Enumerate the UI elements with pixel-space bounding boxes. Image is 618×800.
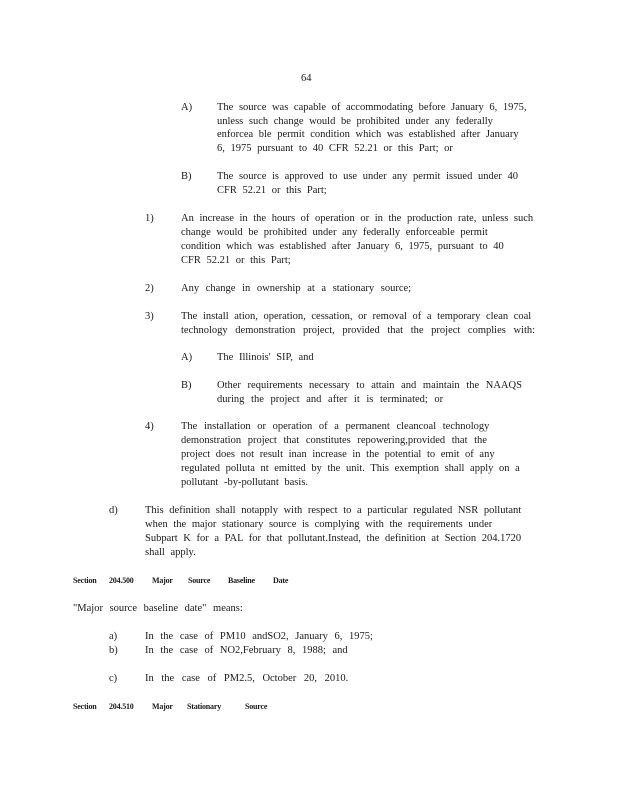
item-4-line-5: pollutant -by-pollutant basis. [181, 477, 309, 488]
definition-intro: "Major source baseline date" means: [73, 603, 243, 614]
item-4-line-4: regulated polluta nt emitted by the unit. This exemption shall apply on a [181, 463, 520, 474]
date-item-text: In the case of NO2,February 8, 1988; and [145, 645, 348, 656]
item-3B-line-2: during the project and after it is terminated; or [217, 394, 444, 405]
item-label-B: B) [181, 171, 192, 182]
item-A-line-2: unless such change would be prohibited under any federally [217, 116, 493, 127]
item-3-line-1: The install ation, operation, cessation, or removal of a temporary clean coal [181, 311, 532, 322]
item-label-3A: A) [181, 352, 193, 363]
item-label-1: 1) [145, 213, 154, 224]
item-3-line-2: technology demonstration project, provided that the project complies with: [181, 325, 536, 336]
item-label-3: 3) [145, 311, 154, 322]
section-title-word: Baseline [228, 576, 255, 585]
date-item-label: a) [109, 631, 118, 642]
date-item-text: In the case of PM2.5, October 20, 2010. [145, 673, 349, 684]
item-3A-line-1: The Illinois' SIP, and [217, 352, 314, 363]
item-1-line-4: CFR 52.21 or this Part; [181, 255, 291, 266]
section-title-word: Major [152, 702, 173, 711]
item-A-line-4: 6, 1975 pursuant to 40 CFR 52.21 or this Part; or [217, 143, 453, 154]
section-title-word: Source [245, 702, 268, 711]
item-2-line-1: Any change in ownership at a stationary source; [181, 283, 412, 294]
date-item-text: In the case of PM10 andSO2, January 6, 1975; [145, 631, 373, 642]
item-label-A: A) [181, 102, 193, 113]
section-label: Section [73, 702, 97, 711]
section-label: Section [73, 576, 97, 585]
item-A-line-1: The source was capable of accommodating before January 6, 1975, [217, 102, 527, 113]
item-1-line-2: change would be prohibited under any federally enforceable permit [181, 227, 488, 238]
item-1-line-3: condition which was established after January 6, 1975, pursuant to 40 [181, 241, 504, 252]
page-number: 64 [301, 73, 312, 84]
item-d-line-2: when the major stationary source is complying with the requirements under [145, 519, 493, 530]
item-label-2: 2) [145, 283, 154, 294]
section-204-500-heading [73, 576, 288, 585]
item-4-line-1: The installation or operation of a permanent cleancoal technology [181, 421, 490, 432]
section-number: 204.510 [109, 702, 134, 711]
item-label-3B: B) [181, 380, 192, 391]
section-title-word: Source [188, 576, 211, 585]
item-A-line-3: enforcea ble permit condition which was established after January [217, 129, 519, 140]
section-204-510-heading [73, 702, 267, 711]
date-item-label: b) [109, 645, 118, 656]
item-4-line-2: demonstration project that constitutes repowering,provided that the [181, 435, 487, 446]
section-number: 204.500 [109, 576, 134, 585]
item-3B-line-1: Other requirements necessary to attain and maintain the NAAQS [217, 380, 522, 391]
item-d-line-3: Subpart K for a PAL for that pollutant.Instead, the definition at Section 204.1720 [145, 533, 522, 544]
item-1-line-1: An increase in the hours of operation or in the production rate, unless such [181, 213, 534, 224]
date-item-label: c) [109, 673, 118, 684]
item-4-line-3: project does not result inan increase in the potential to emit of any [181, 449, 495, 460]
item-B-line-1: The source is approved to use under any permit issued under 40 [217, 171, 518, 182]
item-label-4: 4) [145, 421, 154, 432]
section-title-word: Date [273, 576, 289, 585]
item-d-line-4: shall apply. [145, 547, 196, 558]
item-B-line-2: CFR 52.21 or this Part; [217, 185, 327, 196]
section-title-word: Major [152, 576, 173, 585]
item-label-d: d) [109, 505, 118, 516]
section-title-word: Stationary [187, 702, 222, 711]
item-d-line-1: This definition shall notapply with respect to a particular regulated NSR pollutant [145, 505, 522, 516]
